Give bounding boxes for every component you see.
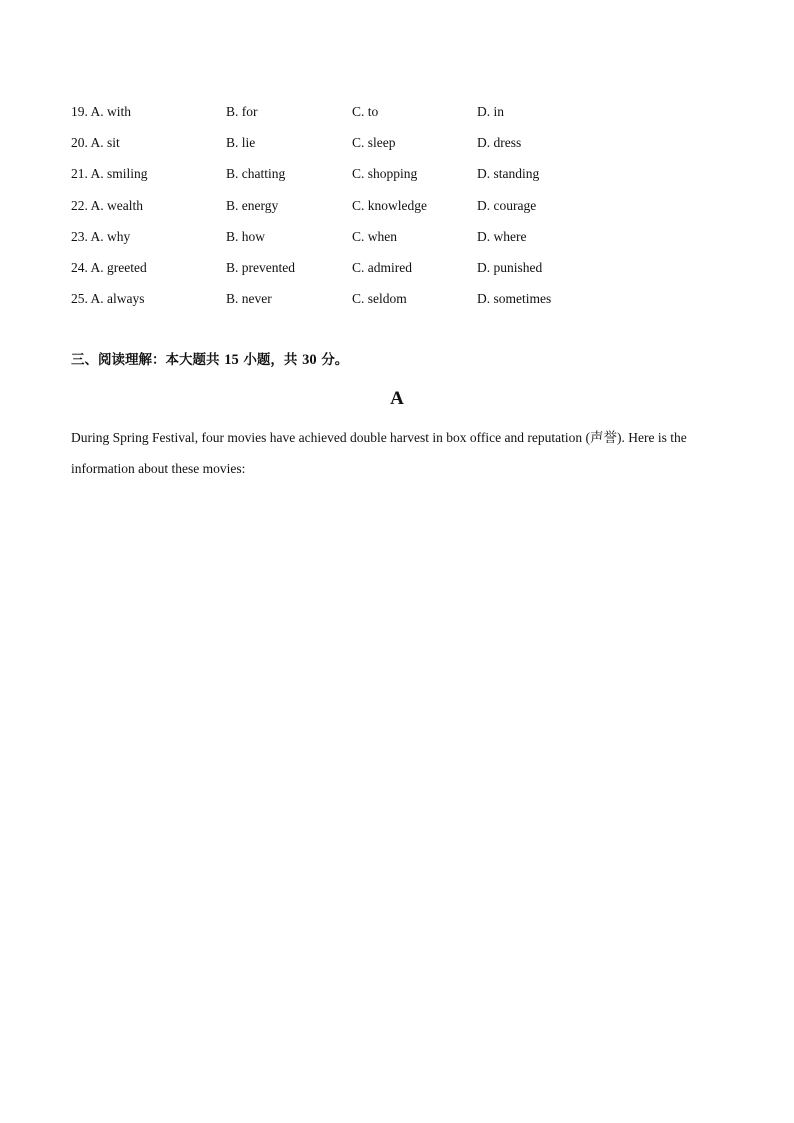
question-24-option-d: D. punished [477,259,543,275]
question-21-option-b: B. chatting [226,166,286,182]
question-22-option-a [71,196,143,216]
question-20-option-d: D. dress [477,135,522,151]
question-number: 22. [71,197,88,213]
question-22-option-b: B. energy [226,197,279,213]
question-row-25 [71,289,731,320]
question-row-19 [71,102,731,133]
question-25-option-b: B. never [226,291,272,307]
question-number: 19. [71,104,88,119]
question-19-option-a [71,102,131,122]
question-row-20 [71,133,731,164]
question-25-option-d: D. sometimes [477,291,552,307]
question-20-option-c: C. sleep [352,135,396,151]
option-a: A. smiling [90,166,148,182]
option-a: A. sit [90,135,120,151]
question-24-option-c: C. admired [352,259,412,275]
question-20-option-b: B. lie [226,135,256,151]
question-20-option-a [71,133,120,153]
passage-title: A [390,388,404,409]
question-19-option-b: B. for [226,104,258,119]
question-23-option-b: B. how [226,228,266,244]
question-row-22 [71,196,731,227]
question-25-option-a [71,289,145,309]
option-a: A. wealth [90,197,143,213]
section-heading-suffix: 分。 [321,352,349,368]
question-23-option-c: C. when [352,228,397,244]
question-24-option-a [71,258,147,278]
question-number: 20. [71,135,88,151]
question-number: 24. [71,259,88,275]
question-row-21 [71,164,731,195]
question-row-24 [71,258,731,289]
cloze-options-list [71,102,731,320]
question-number: 21. [71,166,88,182]
option-a: A. greeted [90,259,147,275]
section-heading-middle: 小题，共 [243,352,298,368]
question-number: 25. [71,291,88,307]
question-number: 23. [71,228,88,244]
question-23-option-d: D. where [477,228,527,244]
question-row-23 [71,227,731,258]
question-21-option-a [71,164,148,184]
option-a: A. with [90,104,132,119]
question-22-option-c: C. knowledge [352,197,427,213]
question-24-option-b: B. prevented [226,259,295,275]
option-a: A. always [90,291,145,307]
question-25-option-c: C. seldom [352,291,407,307]
passage-intro-paragraph: During Spring Festival, four movies have achieved double harvest in box office and reputation (声誉). Here is the information about these movies: [71,430,687,476]
option-a: A. why [90,228,131,244]
question-19-option-c: C. to [352,104,379,119]
section-heading [71,350,348,370]
question-21-option-d: D. standing [477,166,540,182]
question-23-option-a [71,227,130,247]
section-total-score: 30 [302,352,317,368]
question-19-option-d: D. in [477,104,504,119]
question-22-option-d: D. courage [477,197,537,213]
question-21-option-c: C. shopping [352,166,418,182]
section-heading-prefix: 三、阅读理解：本大题共 [71,352,220,368]
section-question-count: 15 [224,352,239,368]
